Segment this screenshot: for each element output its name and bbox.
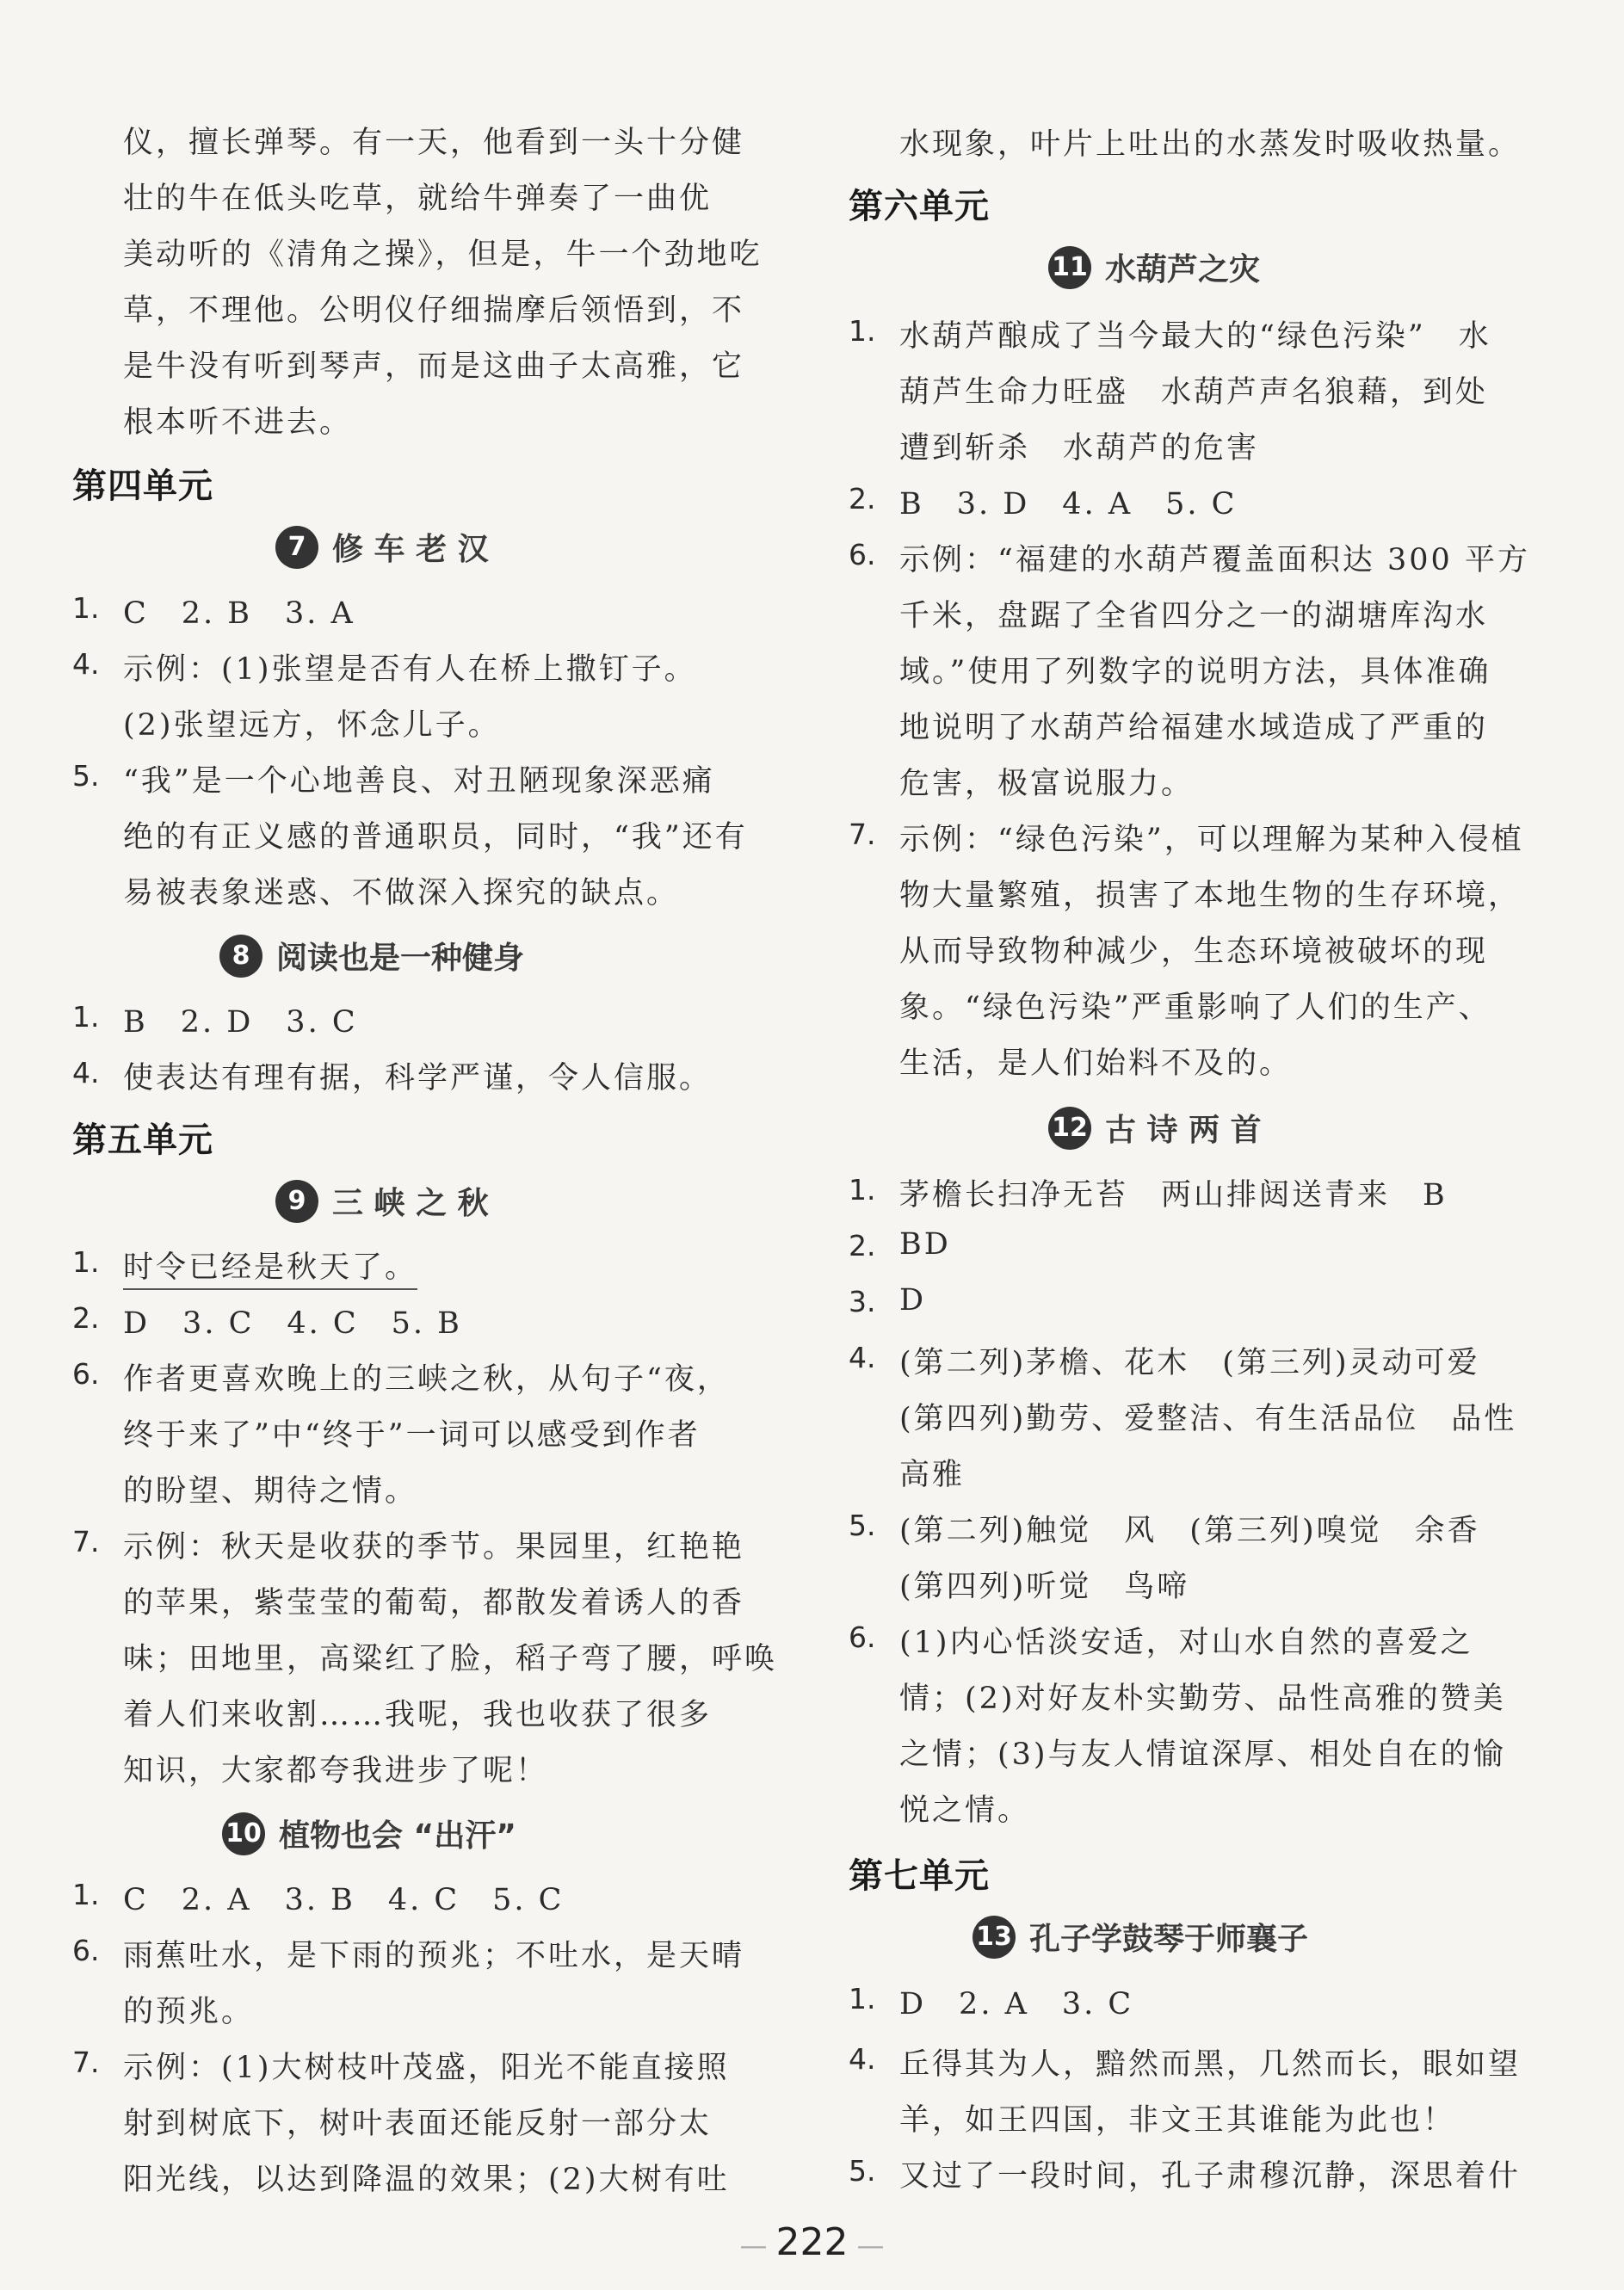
answer-line: 千米，盘踞了全省四分之一的湖塘库沟水: [899, 599, 1489, 633]
answer-line: 葫芦生命力旺盛 水葫芦声名狼藉，到处: [899, 375, 1489, 410]
answer-line: 使表达有理有据，科学严谨，令人信服。: [123, 1061, 713, 1096]
answer-line: 示例：“绿色污染”，可以理解为某种入侵植: [899, 823, 1524, 857]
question-number: 4.: [72, 1056, 100, 1089]
text-line: 根本听不进去。: [123, 405, 353, 440]
text-line: 仪，擅长弹琴。有一天，他看到一头十分健: [123, 126, 745, 160]
answer-line: 知识，大家都夸我进步了呢！: [123, 1754, 549, 1788]
question-number: 6.: [72, 1357, 100, 1391]
lesson-title: 修 车 老 汉: [332, 532, 489, 567]
lesson-title: 古 诗 两 首: [1105, 1113, 1262, 1148]
answer-line: “我”是一个心地善良、对丑陋现象深恶痛: [123, 764, 715, 799]
lesson-title: 三 峡 之 秋: [332, 1186, 489, 1221]
answer-line: 易被表象迷惑、不做深入探究的缺点。: [123, 876, 680, 910]
answer-line: C 2. B 3. A: [123, 596, 355, 631]
question-number: 7.: [72, 1525, 100, 1559]
answer-line: 的苹果，紫莹莹的葡萄，都散发着诱人的香: [123, 1586, 745, 1620]
answer-line: BD: [899, 1227, 951, 1262]
answer-line: (第二列)触觉 风 (第三列)嗅觉 余香: [899, 1514, 1480, 1548]
question-number: 1.: [72, 1878, 100, 1911]
lesson-heading: [275, 525, 489, 569]
answer-line: 悦之情。: [899, 1793, 1031, 1828]
lesson-title: 植物也会 “出汗”: [279, 1818, 516, 1854]
lesson-number-badge: 9: [275, 1180, 318, 1223]
question-number: 2.: [849, 1229, 876, 1262]
lesson-number-badge: 13: [973, 1916, 1016, 1959]
lesson-number-badge: 10: [222, 1812, 265, 1855]
answer-line-underlined: 时令已经是秋天了。: [123, 1244, 417, 1290]
answer-line: 从而导致物种减少，生态环境被破坏的现: [899, 935, 1489, 969]
answer-line: 示例：“福建的水葫芦覆盖面积达 300 平方: [899, 543, 1530, 577]
question-number: 1.: [849, 1982, 876, 2015]
answer-line: 作者更喜欢晚上的三峡之秋，从句子“夜，: [123, 1362, 730, 1397]
answer-line: 的盼望、期待之情。: [123, 1474, 418, 1509]
answer-line: (第四列)听觉 鸟啼: [899, 1570, 1190, 1604]
answer-line: 象。“绿色污染”严重影响了人们的生产、: [899, 991, 1491, 1025]
answer-line: 味；田地里，高粱红了脸，稻子弯了腰，呼唤: [123, 1642, 778, 1676]
question-number: 7.: [849, 818, 876, 851]
lesson-heading: [973, 1915, 1308, 1959]
lesson-number-badge: 11: [1048, 246, 1091, 289]
question-number: 2.: [72, 1301, 100, 1335]
page-number-text: 222: [775, 2220, 849, 2264]
lesson-heading: [222, 1812, 516, 1855]
answer-line: 丘得其为人，黯然而黑，几然而长，眼如望: [899, 2047, 1522, 2082]
answer-line: (2)张望远方，怀念儿子。: [123, 708, 501, 743]
question-number: 2.: [849, 482, 876, 515]
text-line: 草，不理他。公明仪仔细揣摩后领悟到，不: [123, 293, 745, 328]
page-number: — 222 —: [739, 2220, 885, 2264]
answer-line: B 3. D 4. A 5. C: [899, 487, 1238, 522]
answer-line: 阳光线，以达到降温的效果；(2)大树有吐: [123, 2163, 730, 2197]
text-line: 水现象，叶片上吐出的水蒸发时吸收热量。: [899, 127, 1522, 162]
answer-line: 着人们来收割……我呢，我也收获了很多: [123, 1698, 713, 1732]
answer-line: D 2. A 3. C: [899, 1987, 1134, 2021]
answer-line: 茅檐长扫净无苔 两山排闼送青来 B: [899, 1178, 1448, 1213]
answer-line: 地说明了水葫芦给福建水域造成了严重的: [899, 711, 1489, 745]
lesson-number-badge: 12: [1048, 1107, 1091, 1150]
question-number: 3.: [849, 1285, 876, 1318]
lesson-title: 孔子学鼓琴于师襄子: [1029, 1922, 1309, 1957]
answer-line: 情；(2)对好友朴实勤劳、品性高雅的赞美: [899, 1682, 1506, 1716]
question-number: 4.: [72, 647, 100, 681]
answer-line: 物大量繁殖，损害了本地生物的生存环境，: [899, 879, 1522, 913]
answer-line: 示例：(1)张望是否有人在桥上撒钉子。: [123, 652, 697, 687]
answer-line: D 3. C 4. C 5. B: [123, 1306, 462, 1341]
lesson-heading: [1048, 1106, 1262, 1150]
question-number: 6.: [849, 538, 876, 571]
answer-line: D: [899, 1283, 927, 1318]
answer-line: 的预兆。: [123, 1995, 255, 2029]
question-number: 6.: [72, 1934, 100, 1967]
answer-line: B 2. D 3. C: [123, 1005, 358, 1040]
question-number: 1.: [72, 1245, 100, 1279]
lesson-title: 阅读也是一种健身: [276, 941, 525, 976]
lesson-number-badge: 8: [219, 935, 262, 978]
answer-line: 又过了一段时间，孔子肃穆沉静，深思着什: [899, 2159, 1522, 2194]
text-line: 美动听的《清角之操》，但是，牛一个劲地吃: [123, 238, 763, 272]
answer-line: 遭到斩杀 水葫芦的危害: [899, 431, 1260, 466]
lesson-number-badge: 7: [275, 526, 318, 569]
question-number: 1.: [72, 591, 100, 625]
lesson-heading: [1048, 245, 1260, 289]
answer-line: 绝的有正义感的普通职员，同时，“我”还有: [123, 820, 748, 855]
question-number: 7.: [72, 2046, 100, 2079]
question-number: 5.: [849, 2154, 876, 2188]
unit-title: 第五单元: [72, 1120, 213, 1160]
unit-title: 第四单元: [72, 466, 213, 506]
question-number: 1.: [849, 314, 876, 348]
question-number: 1.: [72, 1000, 100, 1034]
answer-line: 羊，如王四国，非文王其谁能为此也！: [899, 2103, 1456, 2138]
answer-line: C 2. A 3. B 4. C 5. C: [123, 1883, 565, 1917]
lesson-title: 水葫芦之灾: [1105, 252, 1261, 287]
answer-line: 示例：秋天是收获的季节。果园里，红艳艳: [123, 1530, 745, 1565]
question-number: 4.: [849, 2042, 876, 2076]
answer-line: (第二列)茅檐、花木 (第三列)灵动可爱: [899, 1346, 1480, 1380]
answer-line: 危害，极富说服力。: [899, 767, 1195, 801]
question-number: 6.: [849, 1620, 876, 1654]
answer-line: 雨蕉吐水，是下雨的预兆；不吐水，是天晴: [123, 1939, 745, 1973]
answer-line: 终于来了”中“终于”一词可以感受到作者: [123, 1418, 701, 1453]
answer-line: 生活，是人们始料不及的。: [899, 1046, 1293, 1081]
answer-line: 高雅: [899, 1458, 966, 1492]
answer-line: 之情；(3)与友人情谊深厚、相处自在的愉: [899, 1738, 1506, 1772]
answer-line: 射到树底下，树叶表面还能反射一部分太: [123, 2107, 713, 2141]
unit-title: 第七单元: [849, 1856, 990, 1896]
question-number: 1.: [849, 1173, 876, 1207]
answer-line: (1)内心恬淡安适，对山水自然的喜爱之: [899, 1626, 1473, 1660]
question-number: 5.: [849, 1509, 876, 1542]
text-line: 是牛没有听到琴声，而是这曲子太高雅，它: [123, 349, 745, 384]
lesson-heading: [219, 934, 524, 978]
text-line: 壮的牛在低头吃草，就给牛弹奏了一曲优: [123, 182, 713, 216]
lesson-heading: [275, 1179, 489, 1223]
answer-line: 水葫芦酿成了当今最大的“绿色污染” 水: [899, 319, 1491, 354]
unit-title: 第六单元: [849, 187, 990, 226]
question-number: 5.: [72, 759, 100, 793]
answer-line: 示例：(1)大树枝叶茂盛，阳光不能直接照: [123, 2051, 730, 2085]
question-number: 4.: [849, 1341, 876, 1374]
answer-line: (第四列)勤劳、爱整洁、有生活品位 品性: [899, 1402, 1517, 1436]
answer-line: 域。”使用了列数字的说明方法，具体准确: [899, 655, 1491, 689]
